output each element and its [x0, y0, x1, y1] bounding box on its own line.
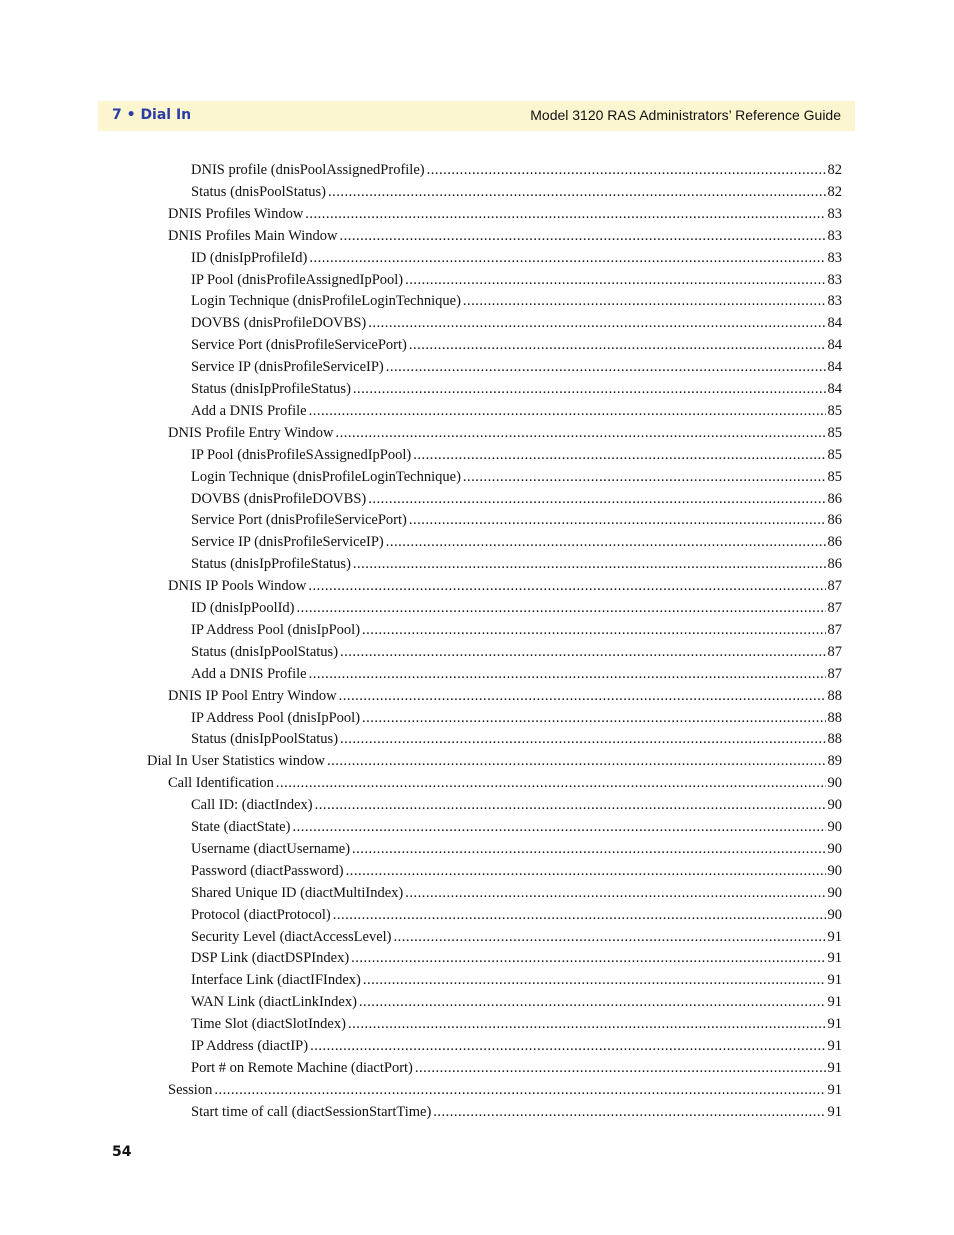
toc-dot-leader	[405, 885, 825, 902]
toc-dot-leader	[214, 1082, 825, 1099]
toc-dot-leader	[348, 1016, 826, 1033]
toc-entry-page: 91	[827, 972, 842, 989]
toc-entry-page: 87	[827, 643, 842, 660]
toc-entry-label: DNIS IP Pools Window	[168, 578, 307, 595]
toc-dot-leader	[340, 228, 826, 245]
toc-entry[interactable]	[191, 666, 842, 688]
toc-entry-page: 90	[827, 884, 842, 901]
toc-entry[interactable]	[191, 644, 842, 666]
toc-entry-page: 85	[827, 424, 842, 441]
toc-entry[interactable]	[191, 622, 842, 644]
toc-entry-page: 88	[827, 687, 842, 704]
toc-entry[interactable]	[191, 1016, 842, 1038]
toc-dot-leader	[340, 731, 825, 748]
toc-entry[interactable]	[191, 337, 842, 359]
toc-entry-label: ID (dnisIpPoolId)	[191, 600, 295, 616]
toc-entry-label: Interface Link (diactIFIndex)	[191, 972, 361, 989]
toc-entry[interactable]	[191, 512, 842, 534]
toc-dot-leader	[297, 600, 826, 617]
toc-dot-leader	[333, 907, 826, 924]
toc-entry-label: Dial In User Statistics window	[147, 753, 326, 770]
toc-dot-leader	[308, 578, 825, 595]
toc-entry-label: DNIS IP Pool Entry Window	[168, 687, 337, 704]
toc-entry-label: IP Address (diactIP)	[191, 1038, 309, 1054]
toc-dot-leader	[305, 206, 825, 223]
toc-entry-page: 91	[827, 1016, 842, 1033]
toc-dot-leader	[310, 1038, 825, 1055]
toc-entry-page: 83	[827, 249, 842, 266]
toc-entry[interactable]	[191, 907, 842, 929]
toc-dot-leader	[405, 272, 825, 289]
toc-entry-page: 90	[827, 775, 842, 792]
toc-entry-label: Port # on Remote Machine (diactPort)	[191, 1059, 413, 1076]
toc-entry-page: 87	[827, 578, 842, 595]
toc-entry[interactable]	[191, 731, 842, 753]
toc-entry[interactable]	[191, 819, 842, 841]
toc-dot-leader	[362, 622, 825, 639]
toc-entry[interactable]	[168, 688, 842, 710]
toc-dot-leader	[309, 250, 825, 267]
toc-entry-page: 91	[827, 1038, 842, 1054]
toc-entry-page: 91	[827, 1103, 842, 1120]
toc-entry-page: 85	[827, 402, 842, 419]
toc-entry[interactable]	[168, 228, 842, 250]
toc-entry-label: IP Pool (dnisProfileAssignedIpPool)	[191, 271, 404, 288]
toc-dot-leader	[463, 293, 826, 310]
toc-entry-label: DOVBS (dnisProfileDOVBS)	[191, 315, 367, 332]
toc-entry-page: 89	[827, 753, 842, 770]
toc-entry-page: 84	[827, 337, 842, 354]
toc-dot-leader	[353, 381, 826, 398]
toc-entry[interactable]	[191, 863, 842, 885]
toc-entry[interactable]	[191, 491, 842, 513]
toc-entry-page: 90	[827, 819, 842, 835]
toc-dot-leader	[351, 950, 825, 967]
toc-entry-label: DNIS Profiles Window	[168, 205, 304, 222]
toc-entry[interactable]	[191, 359, 842, 381]
toc-entry-label: IP Pool (dnisProfileSAssignedIpPool)	[191, 446, 412, 463]
toc-entry-page: 86	[827, 490, 842, 507]
chapter-title: 7 • Dial In	[112, 107, 192, 123]
toc-dot-leader	[394, 929, 826, 946]
toc-entry[interactable]	[191, 929, 842, 951]
toc-entry-label: Status (dnisIpProfileStatus)	[191, 556, 351, 573]
toc-entry[interactable]	[191, 272, 842, 294]
toc-entry-label: Service IP (dnisProfileServiceIP)	[191, 359, 384, 376]
toc-entry-label: DNIS Profile Entry Window	[168, 424, 334, 441]
toc-entry[interactable]	[191, 885, 842, 907]
toc-entry-page: 83	[827, 227, 842, 244]
toc-dot-leader	[368, 315, 825, 332]
toc-entry[interactable]	[191, 797, 842, 819]
toc-entry-label: Service Port (dnisProfileServicePort)	[191, 337, 407, 354]
toc-dot-leader	[363, 972, 826, 989]
toc-entry[interactable]	[191, 1104, 842, 1126]
page-number: 54	[112, 1144, 132, 1160]
toc-entry-page: 84	[827, 381, 842, 397]
toc-entry-label: Add a DNIS Profile	[191, 402, 307, 419]
toc-entry[interactable]	[191, 950, 842, 972]
toc-entry-label: Username (diactUsername)	[191, 840, 351, 857]
toc-entry[interactable]	[147, 753, 842, 775]
toc-entry-label: Call ID: (diactIndex)	[191, 797, 313, 814]
toc-entry-label: Status (dnisIpProfileStatus)	[191, 381, 351, 397]
toc-entry[interactable]	[191, 184, 842, 206]
toc-entry-page: 87	[827, 600, 842, 616]
toc-entry[interactable]	[191, 1038, 842, 1060]
toc-entry[interactable]	[191, 469, 842, 491]
toc-dot-leader	[276, 775, 826, 792]
toc-entry[interactable]	[191, 1060, 842, 1082]
toc-entry[interactable]	[191, 710, 842, 732]
toc-entry[interactable]	[168, 775, 842, 797]
toc-entry-page: 87	[827, 665, 842, 682]
toc-entry-page: 88	[827, 709, 842, 726]
toc-entry-page: 91	[827, 994, 842, 1011]
toc-entry[interactable]	[168, 206, 842, 228]
toc-entry-page: 85	[827, 446, 842, 463]
toc-entry-page: 90	[827, 797, 842, 814]
toc-entry-page: 91	[827, 928, 842, 945]
toc-entry-page: 84	[827, 359, 842, 376]
toc-entry-label: WAN Link (diactLinkIndex)	[191, 994, 357, 1011]
toc-entry[interactable]	[168, 425, 842, 447]
toc-entry-label: ID (dnisIpProfileId)	[191, 249, 308, 266]
toc-dot-leader	[409, 337, 826, 354]
toc-entry-label: Security Level (diactAccessLevel)	[191, 928, 392, 945]
toc-entry-page: 86	[827, 512, 842, 529]
toc-entry-page: 90	[827, 906, 842, 923]
toc-entry-label: Start time of call (diactSessionStartTime)	[191, 1103, 432, 1120]
toc-dot-leader	[368, 491, 825, 508]
toc-dot-leader	[292, 819, 825, 836]
toc-entry-page: 86	[827, 556, 842, 573]
toc-entry-page: 87	[827, 621, 842, 638]
toc-entry-label: DSP Link (diactDSPIndex)	[191, 950, 350, 967]
toc-entry[interactable]	[168, 1082, 842, 1104]
toc-entry-page: 90	[827, 862, 842, 879]
toc-entry-page: 82	[827, 162, 842, 178]
toc-entry-page: 86	[827, 534, 842, 551]
toc-dot-leader	[386, 359, 826, 376]
toc-entry-page: 84	[827, 315, 842, 332]
toc-entry-label: IP Address Pool (dnisIpPool)	[191, 621, 361, 638]
toc-entry-label: DOVBS (dnisProfileDOVBS)	[191, 490, 367, 507]
toc-dot-leader	[340, 644, 825, 661]
toc-entry[interactable]	[191, 381, 842, 403]
toc-entry-label: IP Address Pool (dnisIpPool)	[191, 709, 361, 726]
toc-dot-leader	[415, 1060, 826, 1077]
toc-entry-page: 90	[827, 840, 842, 857]
toc-entry-page: 91	[827, 950, 842, 967]
toc-entry[interactable]	[191, 534, 842, 556]
toc-entry-label: Shared Unique ID (diactMultiIndex)	[191, 884, 404, 901]
toc-entry[interactable]	[191, 403, 842, 425]
toc-entry[interactable]	[191, 841, 842, 863]
toc-dot-leader	[315, 797, 826, 814]
toc-dot-leader	[413, 447, 825, 464]
toc-dot-leader	[353, 556, 826, 573]
toc-entry-label: Service Port (dnisProfileServicePort)	[191, 512, 407, 529]
toc-dot-leader	[328, 184, 826, 201]
toc-dot-leader	[409, 512, 826, 529]
toc-entry-label: Login Technique (dnisProfileLoginTechnique)	[191, 468, 461, 485]
toc-dot-leader	[309, 666, 826, 683]
toc-entry-label: DNIS Profiles Main Window	[168, 227, 338, 244]
toc-entry[interactable]	[191, 250, 842, 272]
toc-entry-label: Login Technique (dnisProfileLoginTechnique)	[191, 293, 461, 310]
toc-entry-label: Time Slot (diactSlotIndex)	[191, 1016, 346, 1033]
toc-dot-leader	[339, 688, 826, 705]
toc-entry[interactable]	[191, 315, 842, 337]
toc-entry[interactable]	[191, 162, 842, 184]
toc-entry-label: State (diactState)	[191, 819, 291, 835]
toc-entry[interactable]	[191, 447, 842, 469]
toc-entry-page: 91	[827, 1081, 842, 1098]
toc-entry-page: 85	[827, 468, 842, 485]
toc-dot-leader	[335, 425, 825, 442]
toc-dot-leader	[433, 1104, 825, 1121]
guide-title: Model 3120 RAS Administrators’ Reference Guide	[530, 107, 841, 123]
toc-entry-page: 83	[827, 271, 842, 288]
toc-entry-label: Call Identification	[168, 775, 274, 792]
toc-entry[interactable]	[168, 578, 842, 600]
toc-entry[interactable]	[191, 972, 842, 994]
toc-dot-leader	[346, 863, 826, 880]
toc-dot-leader	[352, 841, 825, 858]
toc-dot-leader	[309, 403, 826, 420]
toc-entry-label: Service IP (dnisProfileServiceIP)	[191, 534, 384, 551]
toc-entry[interactable]	[191, 600, 842, 622]
toc-entry-page: 83	[827, 205, 842, 222]
running-header	[98, 101, 855, 131]
toc-entry[interactable]	[191, 556, 842, 578]
toc-entry-page: 91	[827, 1059, 842, 1076]
toc-dot-leader	[463, 469, 826, 486]
toc-entry-page: 83	[827, 293, 842, 310]
toc-entry-label: Add a DNIS Profile	[191, 665, 307, 682]
toc-dot-leader	[327, 753, 825, 770]
toc-dot-leader	[359, 994, 826, 1011]
toc-dot-leader	[427, 162, 826, 179]
toc-entry-label: Status (dnisPoolStatus)	[191, 183, 326, 200]
toc-entry-page: 88	[827, 731, 842, 748]
toc-dot-leader	[362, 710, 825, 727]
toc-entry[interactable]	[191, 994, 842, 1016]
toc-dot-leader	[386, 534, 826, 551]
toc-entry-label: Status (dnisIpPoolStatus)	[191, 643, 339, 660]
toc-entry-label: Status (dnisIpPoolStatus)	[191, 731, 339, 748]
toc-entry-label: DNIS profile (dnisPoolAssignedProfile)	[191, 162, 425, 178]
toc-entry-page: 82	[827, 183, 842, 200]
toc-entry-label: Protocol (diactProtocol)	[191, 906, 331, 923]
toc-entry-label: Session	[168, 1081, 213, 1098]
toc-entry-label: Password (diactPassword)	[191, 862, 344, 879]
toc-entry[interactable]	[191, 293, 842, 315]
